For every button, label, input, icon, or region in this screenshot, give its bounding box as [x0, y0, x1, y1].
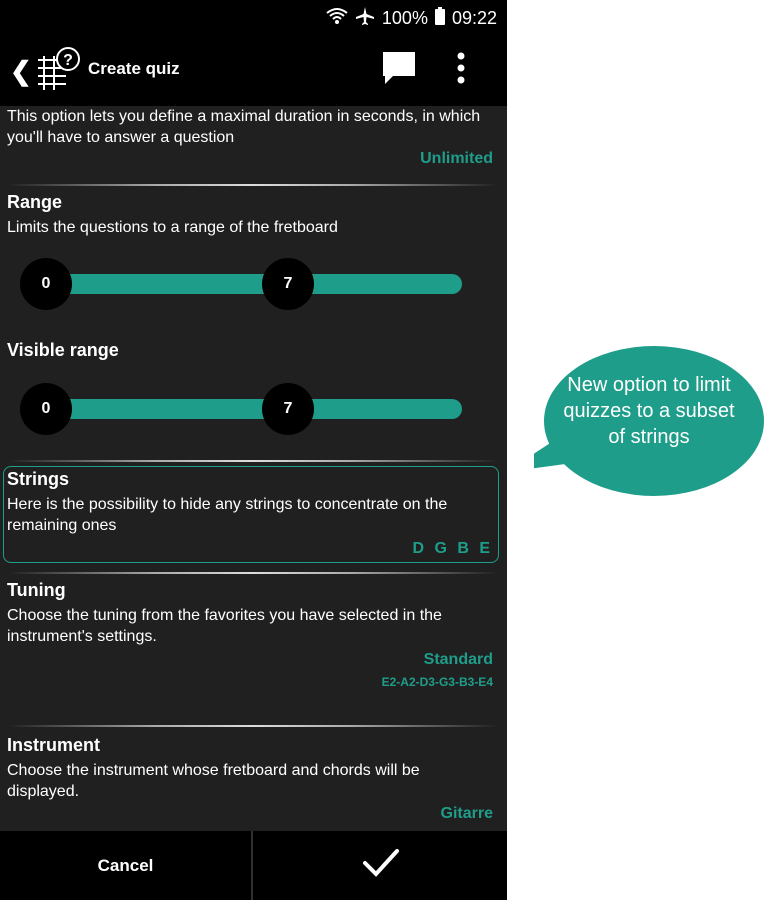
cancel-button[interactable]: Cancel: [0, 831, 253, 900]
duration-value: Unlimited: [420, 150, 493, 167]
visible-range-slider-track[interactable]: [46, 399, 462, 419]
divider: [8, 184, 498, 186]
status-bar: [0, 0, 507, 34]
visible-range-min-handle[interactable]: 0: [20, 383, 72, 435]
visible-range-title: Visible range: [7, 340, 119, 360]
divider: [8, 460, 498, 462]
tuning-notes: E2-A2-D3-G3-B3-E4: [381, 675, 493, 689]
duration-setting[interactable]: [0, 106, 507, 184]
page-title: Create quiz: [88, 59, 180, 78]
strings-setting[interactable]: [3, 466, 499, 563]
svg-text:?: ?: [63, 52, 73, 69]
clock: 09:22: [451, 8, 497, 28]
range-title: Range: [7, 192, 63, 212]
battery-percent: 100%: [381, 8, 428, 28]
range-slider-track[interactable]: [46, 274, 462, 294]
strings-value: D G B E: [412, 540, 493, 557]
airplane-icon: [355, 6, 375, 31]
visible-range-setting: [0, 338, 507, 448]
strings-title: Strings: [7, 469, 70, 489]
battery-icon: [435, 7, 445, 30]
checkmark-icon: [362, 848, 400, 883]
tuning-setting[interactable]: [0, 578, 507, 718]
instrument-title: Instrument: [7, 735, 101, 755]
range-slider[interactable]: [20, 258, 462, 310]
tuning-value: Standard: [423, 651, 493, 668]
visible-range-slider[interactable]: [20, 383, 462, 435]
callout-text: New option to limit quizzes to a subset of strings: [563, 374, 735, 448]
more-vert-icon[interactable]: [456, 52, 466, 89]
wifi-icon: [326, 7, 348, 30]
strings-description: Here is the possibility to hide any strings to concentrate on the remaining ones: [7, 496, 448, 534]
visible-range-max-handle[interactable]: 7: [262, 383, 314, 435]
confirm-button[interactable]: [255, 831, 507, 900]
tuning-title: Tuning: [7, 580, 66, 600]
tuning-description: Choose the tuning from the favorites you have selected in the instrument's settings.: [7, 607, 442, 645]
range-max-handle[interactable]: 7: [262, 258, 314, 310]
chat-icon[interactable]: [381, 50, 417, 91]
bottom-action-bar: [0, 831, 507, 900]
instrument-description: Choose the instrument whose fretboard and chords will be displayed.: [7, 762, 420, 800]
quiz-logo-icon: [38, 46, 82, 92]
duration-description: This option lets you define a maximal duration in seconds, in which you'll have to answer a question: [7, 108, 481, 146]
range-min-handle[interactable]: 0: [20, 258, 72, 310]
range-setting: [0, 190, 507, 330]
settings-list: [0, 106, 507, 831]
instrument-value: Gitarre: [440, 805, 493, 822]
instrument-setting[interactable]: [0, 733, 507, 831]
divider: [8, 725, 498, 727]
app-bar: [0, 34, 507, 106]
divider: [8, 572, 498, 574]
callout-bubble: [534, 344, 764, 498]
back-button[interactable]: ❮: [10, 56, 32, 86]
range-description: Limits the questions to a range of the fretboard: [7, 219, 338, 236]
